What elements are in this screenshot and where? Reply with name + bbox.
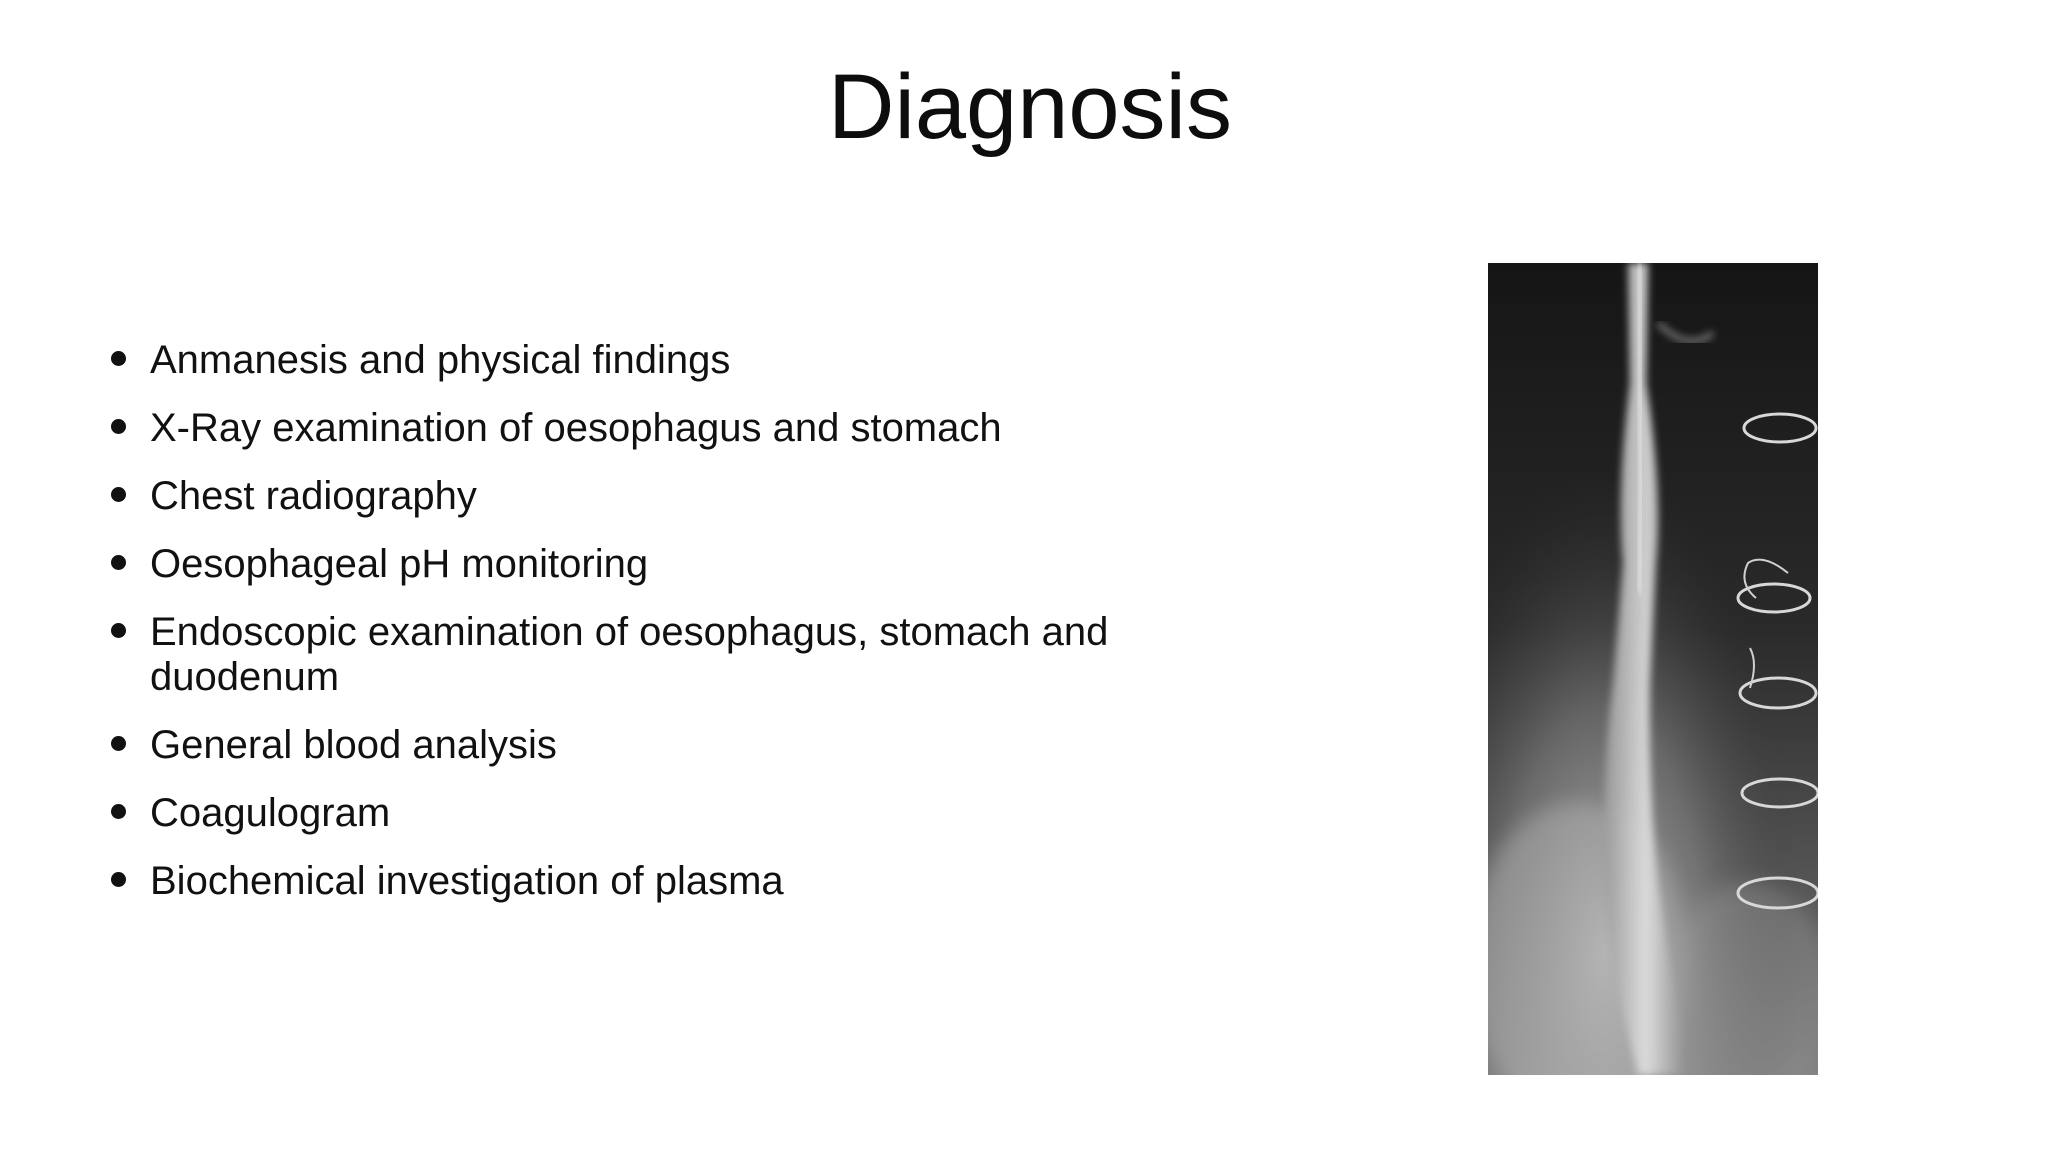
bullet-text: Chest radiography — [150, 474, 477, 518]
bullet-dot-icon — [111, 487, 126, 502]
xray-image — [1488, 263, 1818, 1075]
bullet-text: Biochemical investigation of plasma — [150, 859, 784, 903]
bullet-item — [110, 474, 1210, 519]
bullet-dot-icon — [111, 351, 126, 366]
bullet-item — [110, 338, 1210, 383]
bullet-text: General blood analysis — [150, 723, 557, 767]
bullet-text: Oesophageal pH monitoring — [150, 542, 649, 586]
bullet-item — [110, 542, 1210, 587]
bullet-dot-icon — [111, 872, 126, 887]
bullet-item — [110, 859, 1210, 904]
bullet-text: Endoscopic examination of oesophagus, stomach and duodenum — [150, 610, 1109, 699]
bullet-dot-icon — [111, 555, 126, 570]
bullet-item — [110, 610, 1210, 700]
bullet-list — [110, 338, 1210, 927]
bullet-item — [110, 406, 1210, 451]
slide-title: Diagnosis — [828, 56, 1232, 158]
bullet-item — [110, 791, 1210, 836]
bullet-item — [110, 723, 1210, 768]
xray-illustration — [1488, 263, 1818, 1075]
bullet-dot-icon — [111, 804, 126, 819]
bullet-text: X-Ray examination of oesophagus and stomach — [150, 406, 1002, 450]
bullet-dot-icon — [111, 736, 126, 751]
bullet-dot-icon — [111, 623, 126, 638]
bullet-dot-icon — [111, 419, 126, 434]
bullet-text: Anmanesis and physical findings — [150, 338, 731, 382]
bullet-text: Coagulogram — [150, 791, 391, 835]
